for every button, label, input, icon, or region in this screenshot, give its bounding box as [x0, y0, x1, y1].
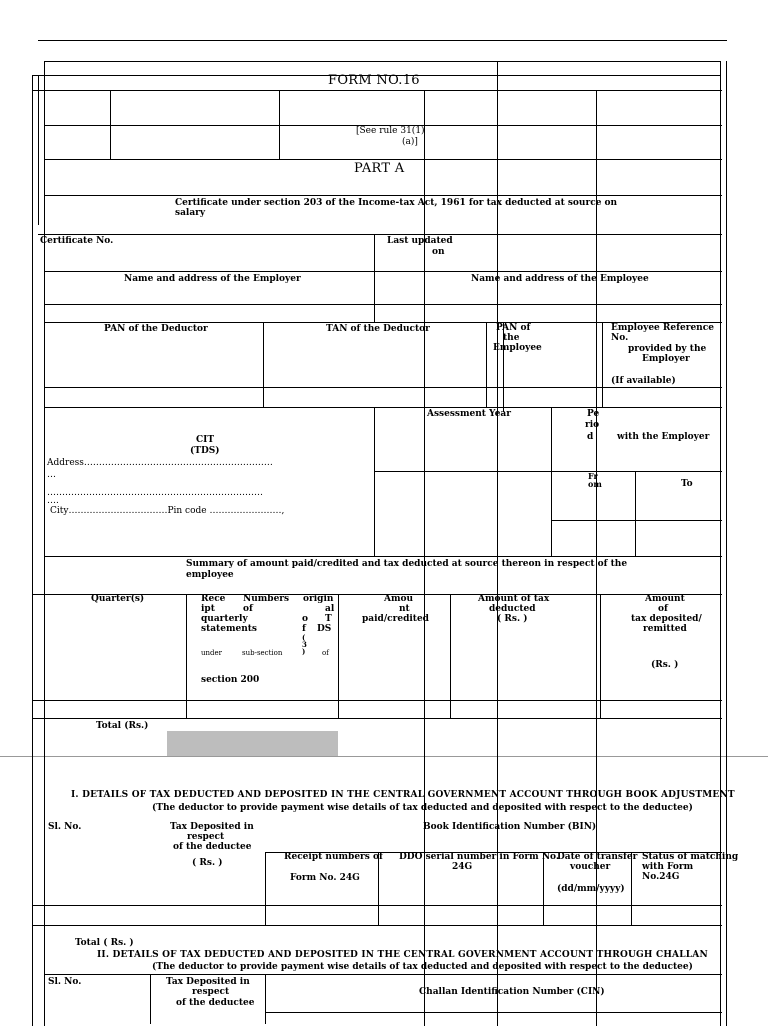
- challan-subheading: (The deductor to provide payment wise details of tax deducted and deposited with respect to the deductee): [152, 962, 693, 972]
- frame-top: [44, 61, 721, 62]
- rule: [44, 974, 722, 975]
- city-pin-line: City……………………………Pin code ……………………,: [50, 506, 285, 516]
- cell-divider: [551, 407, 552, 556]
- cell-divider: [150, 974, 151, 1024]
- pan-employee-label: PAN of: [496, 323, 531, 333]
- certificate-no-label: Certificate No.: [40, 236, 114, 246]
- employer-name-label: Name and address of the Employer: [124, 274, 301, 284]
- frame-right: [720, 61, 721, 1026]
- tds-header-3: 3: [302, 640, 307, 649]
- top-rule: [38, 40, 727, 41]
- tan-deductor-label: TAN of the Deductor: [326, 324, 430, 334]
- tds-header-f: f: [302, 624, 306, 634]
- rule: [32, 718, 722, 719]
- rule: [32, 700, 722, 701]
- matching-status-header-3: No.24G: [642, 872, 680, 882]
- ddo-serial-header-2: 24G: [452, 862, 473, 872]
- ddo-serial-header: DDO serial number in Form No.: [399, 852, 560, 862]
- book-adjustment-heading: I. DETAILS OF TAX DEDUCTED AND DEPOSITED IN THE CENTRAL GOVERNMENT ACCOUNT THROUGH BOOK ADJUSTMENT: [71, 790, 735, 800]
- cell-divider: [265, 974, 266, 1024]
- of-label: of: [322, 649, 329, 657]
- rule: [44, 556, 722, 557]
- deposited-header-5: (Rs. ): [651, 660, 679, 670]
- from-label-2: om: [588, 479, 602, 489]
- rule: [44, 387, 722, 388]
- rule: [44, 407, 722, 408]
- frame-vertical: [424, 90, 425, 1026]
- tds-header-ds: DS: [317, 624, 332, 634]
- book-tax-deposited-header-4: ( Rs. ): [192, 858, 223, 868]
- amount-header-3: paid/credited: [362, 614, 429, 624]
- to-label: To: [681, 479, 693, 489]
- challan-sl-no-header: Sl. No.: [48, 977, 82, 987]
- cell-divider: [338, 594, 339, 718]
- cell-divider: [378, 852, 379, 925]
- amount-header-1: Amou: [384, 594, 414, 604]
- cell-divider: [374, 407, 375, 556]
- cell-divider: [374, 234, 375, 322]
- employee-ref-label-3: provided by the: [628, 344, 707, 354]
- book-tax-deposited-header-2: respect: [187, 832, 225, 842]
- cell-divider: [631, 852, 632, 925]
- deposited-header-1: Amount: [645, 594, 685, 604]
- rule: [374, 471, 722, 472]
- rule: [265, 1012, 722, 1013]
- matching-status-header-2: with Form: [642, 862, 694, 872]
- receipt-header-2: ipt: [201, 604, 215, 614]
- rule-reference-sub: (a)]: [402, 137, 418, 147]
- subsection-label: sub-section: [242, 649, 283, 657]
- section-200-label: section 200: [201, 675, 260, 685]
- origin-header-1: origin: [303, 594, 334, 604]
- cell-divider: [110, 90, 111, 159]
- cell-divider: [263, 322, 264, 407]
- bin-header: Book Identification Number (BIN): [423, 822, 597, 832]
- summary-total-label: Total (Rs.): [96, 721, 149, 731]
- numbers-header-2: of: [243, 604, 253, 614]
- period-label-3: d: [587, 432, 594, 442]
- challan-tax-deposited-header-2: respect: [192, 987, 230, 997]
- address-line-3: ………………………………………………………………: [47, 488, 263, 498]
- receipt-header-4: statements: [201, 624, 257, 634]
- rule: [44, 195, 722, 196]
- rule: [32, 90, 722, 91]
- frame-right-outer: [726, 61, 727, 1026]
- rule: [44, 304, 722, 305]
- part-title: PART A: [354, 161, 405, 176]
- employee-ref-label-4: Employer: [642, 354, 690, 364]
- deposited-header-2: of: [658, 604, 668, 614]
- last-updated-label: Last updated: [387, 236, 453, 246]
- challan-heading: II. DETAILS OF TAX DEDUCTED AND DEPOSITED IN THE CENTRAL GOVERNMENT ACCOUNT THROUGH CHALLAN: [97, 950, 708, 960]
- tds-header-o: o: [302, 614, 309, 624]
- summary-heading-2: employee: [186, 570, 234, 580]
- period-label: Pe: [587, 409, 600, 419]
- book-sl-no-header: Sl. No.: [48, 822, 82, 832]
- rule: [32, 905, 722, 906]
- cell-divider: [486, 322, 487, 407]
- challan-tax-deposited-header: Tax Deposited in: [166, 977, 250, 987]
- book-adjustment-subheading: (The deductor to provide payment wise details of tax deducted and deposited with respect to the deductee): [152, 803, 693, 813]
- pan-deductor-label: PAN of the Deductor: [104, 324, 208, 334]
- tax-deducted-header-3: ( Rs. ): [497, 614, 528, 624]
- cit-tds-label: (TDS): [190, 446, 220, 456]
- cit-label: CIT: [196, 435, 215, 445]
- total-shaded-cell: [167, 731, 338, 756]
- book-tax-deposited-header: Tax Deposited in: [170, 822, 254, 832]
- address-line-2: …: [47, 470, 56, 480]
- tds-header-paren-2: ): [302, 647, 306, 656]
- rule: [38, 234, 722, 235]
- pan-employee-label-3: Employee: [493, 343, 542, 353]
- cell-divider: [600, 594, 601, 718]
- tds-header-paren: (: [302, 633, 306, 642]
- book-tax-deposited-header-3: of the deductee: [173, 842, 252, 852]
- cell-divider: [602, 322, 603, 407]
- rule: [44, 159, 722, 160]
- cin-header: Challan Identification Number (CIN): [419, 987, 605, 997]
- receipt-header-3: quarterly: [201, 614, 248, 624]
- address-line-1: Address………………………………………………………: [47, 458, 273, 468]
- deposited-header-4: remitted: [643, 624, 687, 634]
- rule: [32, 925, 722, 926]
- transfer-date-header: Date of transfer: [557, 852, 638, 862]
- matching-status-header: Status of matching: [642, 852, 739, 862]
- receipt-header-1: Rece: [201, 594, 226, 604]
- certificate-heading-2: salary: [175, 208, 206, 218]
- receipt-numbers-header: Receipt numbers of: [284, 852, 383, 862]
- frame-left: [44, 61, 45, 1026]
- cell-divider: [279, 90, 280, 159]
- certificate-heading: Certificate under section 203 of the Income-tax Act, 1961 for tax deducted at source on: [175, 198, 618, 208]
- from-label: Fr: [588, 471, 598, 481]
- tds-header-t: T: [325, 614, 332, 624]
- rule: [551, 520, 722, 521]
- cell-divider: [450, 594, 451, 718]
- page-break-rule: [0, 756, 768, 757]
- period-label-2: rio: [585, 420, 600, 430]
- receipt-numbers-header-2: Form No. 24G: [290, 873, 360, 883]
- amount-header-2: nt: [399, 604, 410, 614]
- employee-name-label: Name and address of the Employee: [471, 274, 649, 284]
- form-title: FORM NO.16: [328, 73, 420, 88]
- under-label: under: [201, 649, 222, 657]
- frame-left-outer: [32, 75, 33, 1026]
- address-line-4: ….: [47, 496, 59, 506]
- employee-ref-label: Employee Reference: [611, 323, 714, 333]
- cell-divider: [186, 594, 187, 718]
- transfer-date-format: (dd/mm/yyyy): [557, 884, 625, 894]
- with-employer-label: with the Employer: [617, 432, 710, 442]
- numbers-header-1: Numbers: [243, 594, 290, 604]
- cell-divider: [543, 852, 544, 925]
- tax-deducted-header-2: deducted: [489, 604, 536, 614]
- employee-ref-label-2: No.: [611, 333, 629, 343]
- tax-deducted-header-1: Amount of tax: [478, 594, 550, 604]
- book-total-label: Total ( Rs. ): [75, 938, 134, 948]
- cell-divider: [635, 471, 636, 556]
- cell-divider: [265, 852, 266, 925]
- last-updated-label-2: on: [432, 247, 445, 257]
- origin-header-2: al: [325, 604, 335, 614]
- deposited-header-3: tax deposited/: [631, 614, 702, 624]
- rule: [44, 271, 722, 272]
- transfer-date-header-2: voucher: [570, 862, 611, 872]
- pan-employee-label-2: the: [503, 333, 520, 343]
- assessment-year-label: Assessment Year: [427, 409, 512, 419]
- quarter-column-header: Quarter(s): [91, 594, 145, 604]
- rule-reference: [See rule 31(1): [356, 126, 425, 136]
- frame-left-inner: [38, 75, 39, 225]
- challan-tax-deposited-header-3: of the deductee: [176, 998, 255, 1008]
- employee-ref-label-5: (If available): [611, 376, 676, 386]
- summary-heading: Summary of amount paid/credited and tax deducted at source thereon in respect of the: [186, 559, 628, 569]
